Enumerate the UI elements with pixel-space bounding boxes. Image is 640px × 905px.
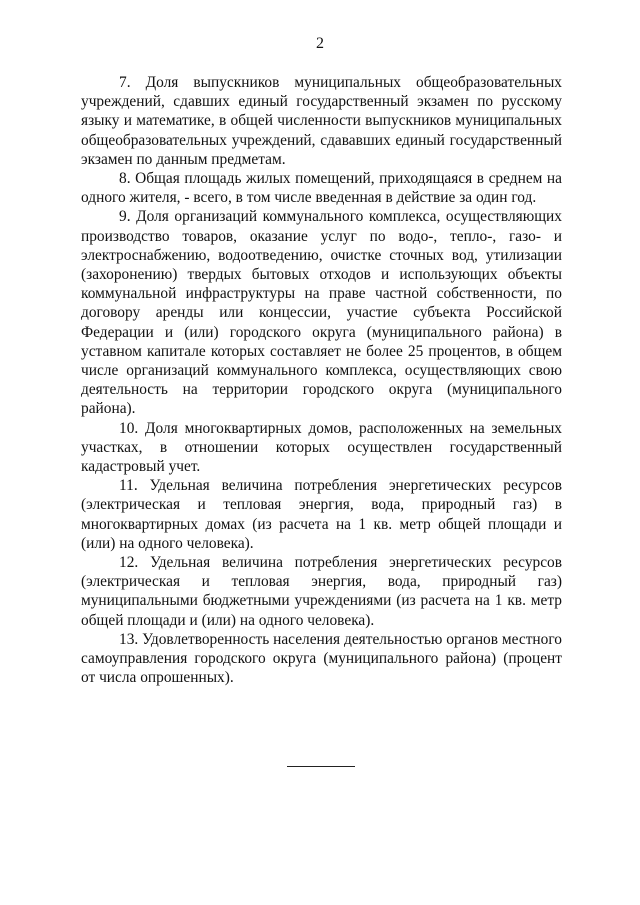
list-item-11: 11. Удельная величина потребления энергетических ресурсов (электрическая и тепловая энергия, вода, природный газ) в многоквартирных домах (из расчета на 1 кв. метр общей площади и (или) на одного человека). (81, 477, 562, 552)
list-item-10: 10. Доля многоквартирных домов, расположенных на земельных участках, в отношении которых осуществлен государственный кадастровый учет. (81, 419, 562, 476)
list-item-8: 8. Общая площадь жилых помещений, приходящаяся в среднем на одного жителя, - всего, в том числе введенная в действие за один год. (81, 170, 562, 207)
list-item-9: 9. Доля организаций коммунального комплекса, осуществляющих производство товаров, оказание услуг по водо-, тепло-, газо- и электроснабжению, водоотведению, очистке сточных вод, утилизации (захоронению) твердых бытовых отходов и использующих объекты коммунальной инфраструктуры на праве частной собственности, по договору аренды или концессии, участие субъекта Российской Федерации и (или) городского округа (муниципального района) в уставном капитале которых составляет не более 25 процентов, в общем числе организаций коммунального комплекса, осуществляющих свою деятельность на территории городского округа (муниципального района). (81, 208, 562, 418)
page-number: 2 (316, 35, 324, 52)
list-item-13: 13. Удовлетворенность населения деятельностью органов местного самоуправления городского округа (муниципального района) (процент от числа опрошенных). (81, 630, 562, 687)
list-item-12: 12. Удельная величина потребления энергетических ресурсов (электрическая и тепловая энергия, вода, природный газ) муниципальными бюджетными учреждениями (из расчета на 1 кв. метр общей площади и (или) на одного человека). (81, 554, 562, 629)
end-divider (287, 766, 355, 767)
list-item-7: 7. Доля выпускников муниципальных общеобразовательных учреждений, сдавших единый государственный экзамен по русскому языку и математике, в общей численности выпускников муниципальных общеобразовательных учреждений, сдававших единый государственный экзамен по данным предметам. (81, 74, 562, 168)
document-body (81, 73, 562, 688)
